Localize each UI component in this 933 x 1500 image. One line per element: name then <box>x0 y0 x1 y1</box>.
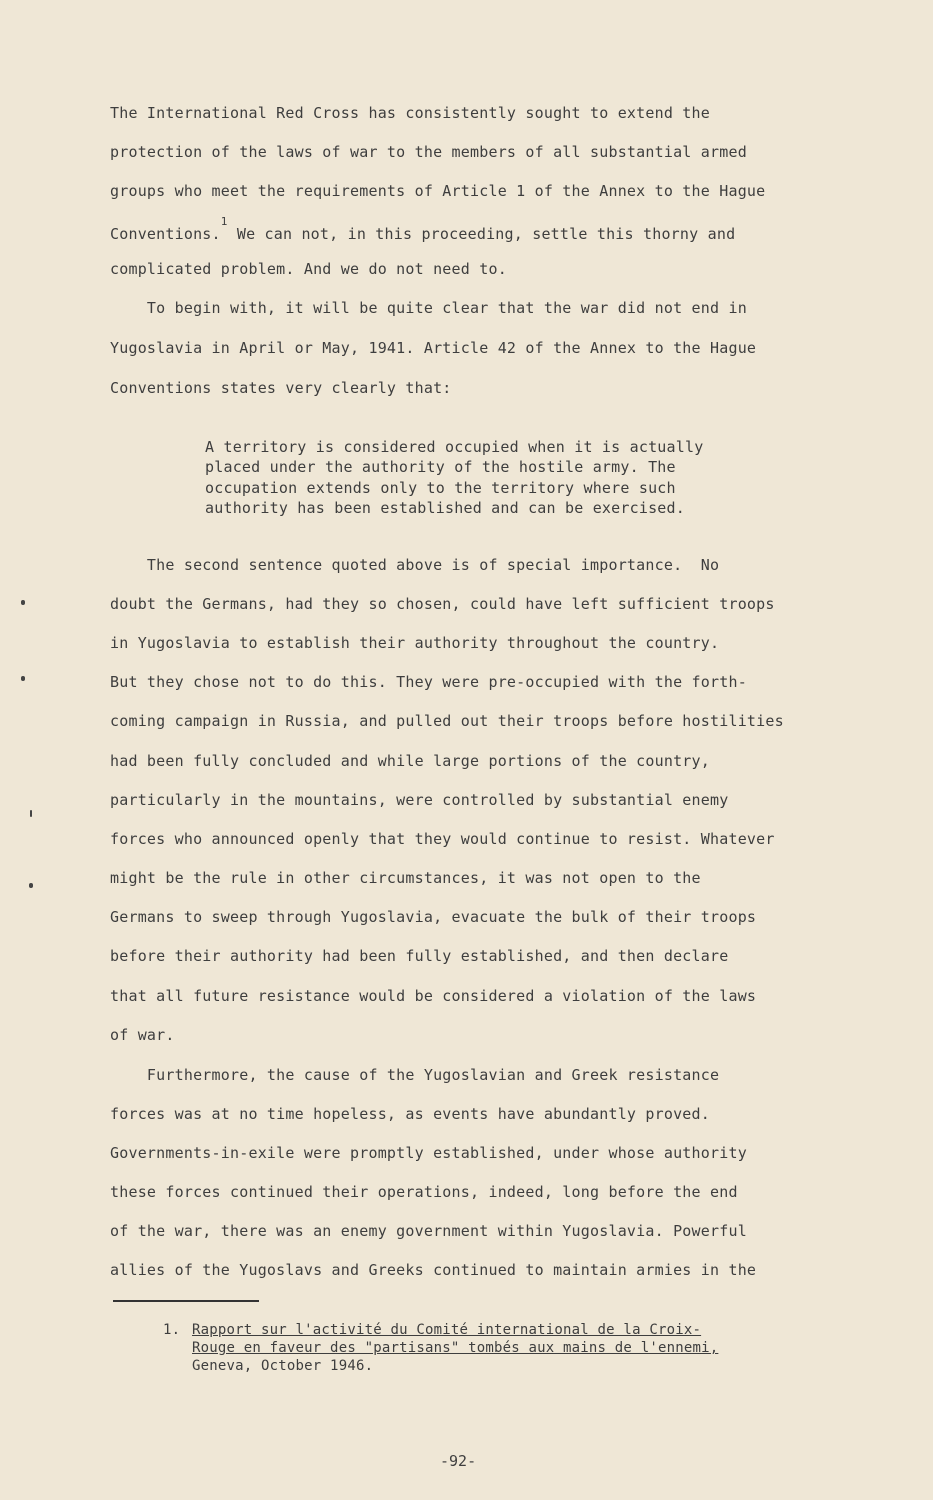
footnote-reference: 1 <box>220 215 228 228</box>
text-line: doubt the Germans, had they so chosen, could have left sufficient troops <box>110 595 775 613</box>
footnote-separator <box>113 1300 259 1302</box>
text-line: of the war, there was an enemy government within Yugoslavia. Powerful <box>110 1222 747 1240</box>
footnote-number: 1. <box>163 1322 181 1338</box>
text-fragment: We can not, in this proceeding, settle this thorny and <box>227 225 736 243</box>
quote-line: occupation extends only to the territory where such <box>205 479 676 497</box>
scan-mark <box>29 883 33 888</box>
text-line: these forces continued their operations, indeed, long before the end <box>110 1183 738 1201</box>
text-line: Governments-in-exile were promptly established, under whose authority <box>110 1144 747 1162</box>
text-line: groups who meet the requirements of Article 1 of the Annex to the Hague <box>110 182 766 200</box>
scan-mark <box>30 810 32 817</box>
quote-line: placed under the authority of the hostile army. The <box>205 458 676 476</box>
footnote-line: Geneva, October 1946. <box>192 1358 374 1374</box>
text-line: Conventions states very clearly that: <box>110 379 452 397</box>
text-line: forces who announced openly that they would continue to resist. Whatever <box>110 830 775 848</box>
text-line: The International Red Cross has consistently sought to extend the <box>110 104 710 122</box>
quote-line: A territory is considered occupied when it is actually <box>205 438 704 456</box>
text-line: forces was at no time hopeless, as events have abundantly proved. <box>110 1105 710 1123</box>
text-line: particularly in the mountains, were controlled by substantial enemy <box>110 791 729 809</box>
text-line: But they chose not to do this. They were pre-occupied with the forth- <box>110 673 747 691</box>
text-fragment: Conventions. <box>110 225 221 243</box>
text-line <box>110 215 736 244</box>
text-line: allies of the Yugoslavs and Greeks continued to maintain armies in the <box>110 1261 757 1279</box>
text-line: Furthermore, the cause of the Yugoslavian and Greek resistance <box>110 1066 720 1084</box>
text-line: in Yugoslavia to establish their authority throughout the country. <box>110 634 720 652</box>
text-line: that all future resistance would be considered a violation of the laws <box>110 987 757 1005</box>
text-line: To begin with, it will be quite clear that the war did not end in <box>110 299 747 317</box>
text-line: complicated problem. And we do not need to. <box>110 260 507 278</box>
text-line: Yugoslavia in April or May, 1941. Article 42 of the Annex to the Hague <box>110 339 757 357</box>
text-line: Germans to sweep through Yugoslavia, evacuate the bulk of their troops <box>110 908 757 926</box>
text-line: had been fully concluded and while large portions of the country, <box>110 752 710 770</box>
text-line: might be the rule in other circumstances, it was not open to the <box>110 869 701 887</box>
text-line: protection of the laws of war to the members of all substantial armed <box>110 143 747 161</box>
quote-line: authority has been established and can be exercised. <box>205 499 685 517</box>
scan-mark <box>21 600 25 605</box>
text-line: of war. <box>110 1026 175 1044</box>
footnote-line: Rouge en faveur des "partisans" tombés aux mains de l'ennemi, <box>192 1340 719 1356</box>
text-line: coming campaign in Russia, and pulled out their troops before hostilities <box>110 712 784 730</box>
page-number: -92- <box>440 1452 477 1470</box>
footnote-line: Rapport sur l'activité du Comité international de la Croix- <box>192 1322 702 1338</box>
text-line: before their authority had been fully established, and then declare <box>110 947 729 965</box>
scan-mark <box>21 676 25 681</box>
text-line: The second sentence quoted above is of special importance. No <box>110 556 720 574</box>
